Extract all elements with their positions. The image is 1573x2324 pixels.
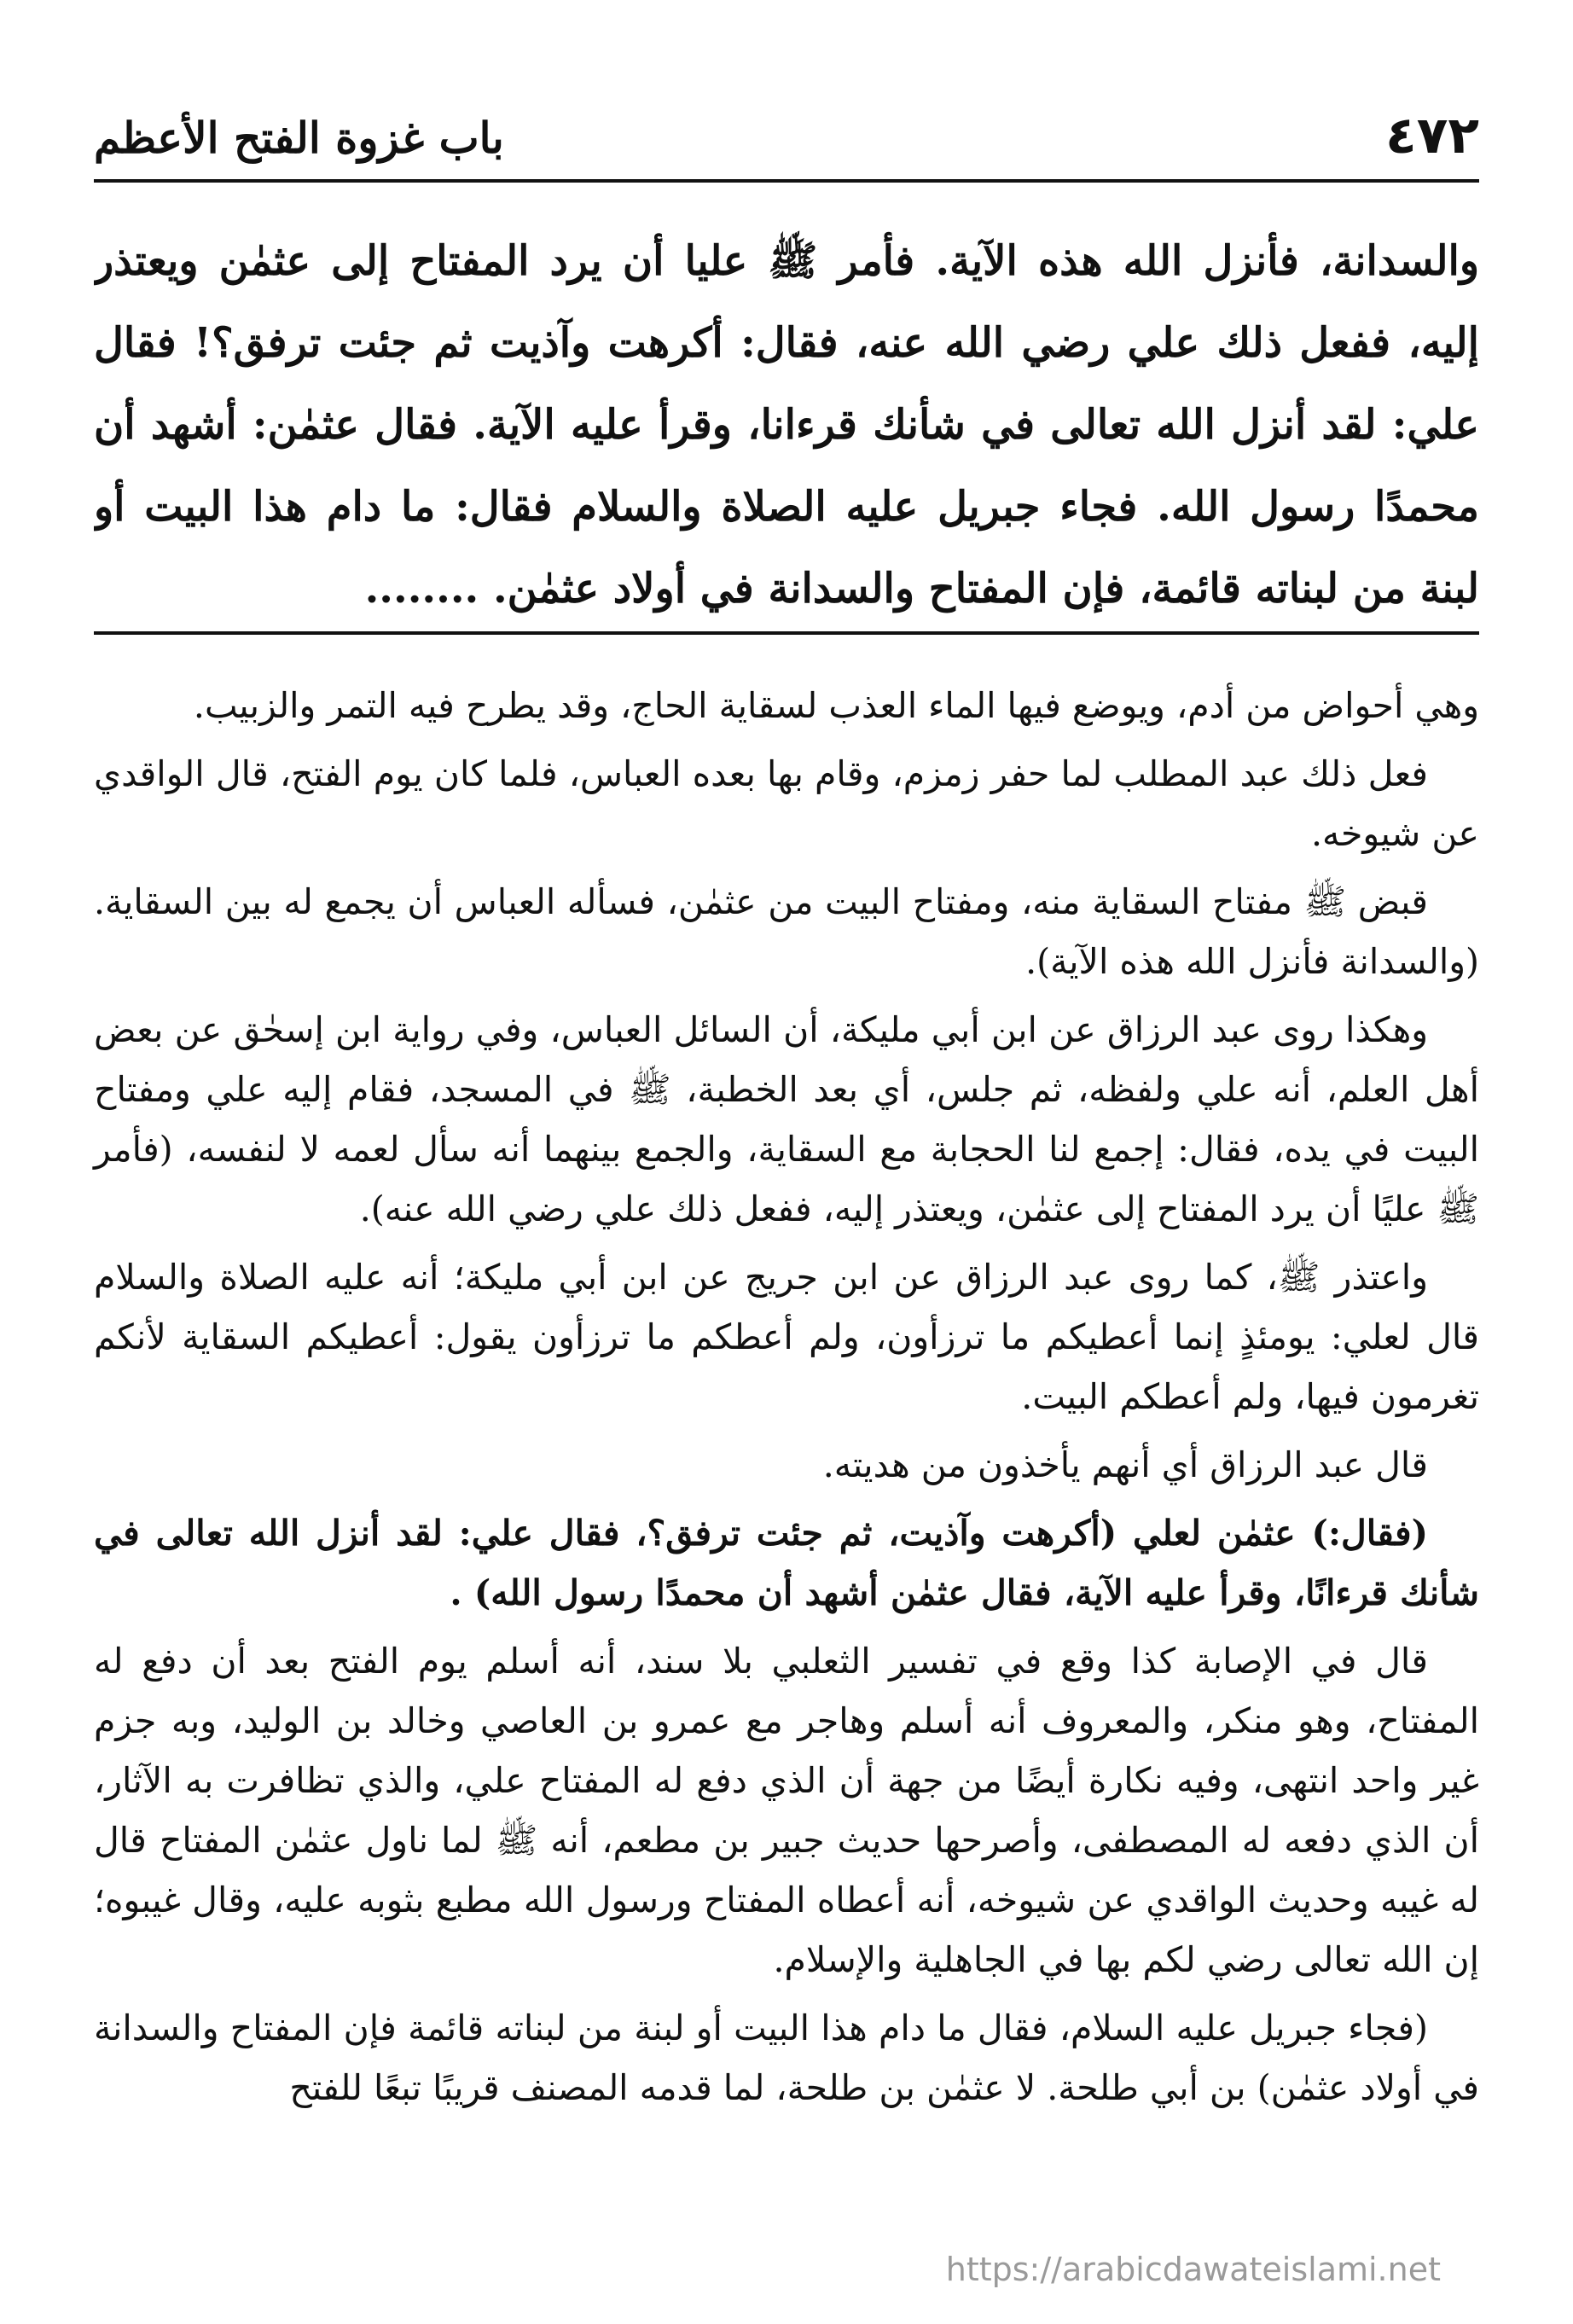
commentary (94, 676, 1479, 2126)
header-rule (94, 179, 1479, 183)
watermark-url: https://arabicdawateislami.net (945, 2251, 1441, 2288)
main-text (94, 220, 1479, 630)
main-text-line: إليه، ففعل ذلك علي رضي الله عنه، فقال: أكرهت وآذيت ثم جئت ترفق؟! فقال (94, 319, 1479, 367)
chapter-title: باب غزوة الفتح الأعظم (94, 113, 504, 163)
commentary-paragraph: قال في الإصابة كذا وقع في تفسير الثعلبي بلا سند، أنه أسلم يوم الفتح بعد أن دفع له المفتاح، وهو منكر، والمعروف أنه أسلم وهاجر مع عمرو بن العاصي وخالد بن الوليد، وبه جزم غير واحد انتهى، وفيه نكارة أيضًا من جهة أن الذي دفع له المفتاح علي، والذي تظافرت به الآثار، أن الذي دفعه له المصطفى، وأصرحها حديث جبير بن مطعم، أنه ﷺ لما ناول عثمٰن المفتاح قال له غيبه وحديث الواقدي عن شيوخه، أنه أعطاه المفتاح ورسول الله مطبع بثوبه عليه، وقال غيبوه؛ إن الله تعالى رضي لكم بها في الجاهلية والإسلام. (94, 1641, 1479, 1980)
commentary-paragraph: (فجاء جبريل عليه السلام، فقال ما دام هذا البيت أو لبنة من لبناته قائمة فإن المفتاح والسدانة في أولاد عثمٰن) بن أبي طلحة. لا عثمٰن بن طلحة، لما قدمه المصنف قريبًا تبعًا للفتح (94, 2007, 1479, 2108)
main-text-line: لبنة من لبناته قائمة، فإن المفتاح والسدانة في أولاد عثمٰن. ........ (364, 565, 1479, 613)
page-header (94, 101, 1479, 179)
section-divider (94, 631, 1479, 635)
page-number: ٤٧٢ (1385, 106, 1479, 166)
commentary-paragraph: وهي أحواض من أدم، ويوضع فيها الماء العذب لسقاية الحاج، وقد يطرح فيه التمر والزبيب. (193, 685, 1479, 726)
main-text-line: والسدانة، فأنزل الله هذه الآية. فأمر ﷺ عليا أن يرد المفتاح إلى عثمٰن ويعتذر (94, 237, 1479, 285)
commentary-paragraph: (فقال:) عثمٰن لعلي (أكرهت وآذيت، ثم جئت ترفق؟، فقال علي: لقد أنزل الله تعالى في شأنك قرءانًا، وقرأ عليه الآية، فقال عثمٰن أشهد أن محمدًا رسول الله) . (94, 1513, 1479, 1613)
main-text-line: محمدًا رسول الله. فجاء جبريل عليه الصلاة والسلام فقال: ما دام هذا البيت أو (94, 483, 1479, 531)
commentary-paragraph: قبض ﷺ مفتاح السقاية منه، ومفتاح البيت من عثمٰن، فسأله العباس أن يجمع له بين السقاية. (والسدانة فأنزل الله هذه الآية). (94, 881, 1479, 982)
commentary-paragraph: فعل ذلك عبد المطلب لما حفر زمزم، وقام بها بعده العباس، فلما كان يوم الفتح، قال الواقدي عن شيوخه. (94, 753, 1479, 854)
commentary-paragraph: وهكذا روى عبد الرزاق عن ابن أبي مليكة، أن السائل العباس، وفي رواية ابن إسحٰق عن بعض أهل العلم، أنه علي ولفظه، ثم جلس، أي بعد الخطبة، ﷺ في المسجد، فقام إليه علي ومفتاح البيت في يده، فقال: إجمع لنا الحجابة مع السقاية، والجمع بينهما أنه سأل لعمه لا لنفسه، (فأمر ﷺ عليًا أن يرد المفتاح إلى عثمٰن، ويعتذر إليه، ففعل ذلك علي رضي الله عنه). (94, 1009, 1479, 1229)
commentary-paragraph: واعتذر ﷺ، كما روى عبد الرزاق عن ابن جريج عن ابن أبي مليكة؛ أنه عليه الصلاة والسلام قال لعلي: يومئذٍ إنما أعطيكم ما ترزأون، ولم أعطكم ما ترزأون يقول: أعطيكم السقاية لأنكم تغرمون فيها، ولم أعطكم البيت. (94, 1257, 1479, 1417)
commentary-paragraph: قال عبد الرزاق أي أنهم يأخذون من هديته. (822, 1444, 1428, 1485)
main-text-line: علي: لقد أنزل الله تعالى في شأنك قرءانا، وقرأ عليه الآية. فقال عثمٰن: أشهد أن (94, 401, 1479, 449)
